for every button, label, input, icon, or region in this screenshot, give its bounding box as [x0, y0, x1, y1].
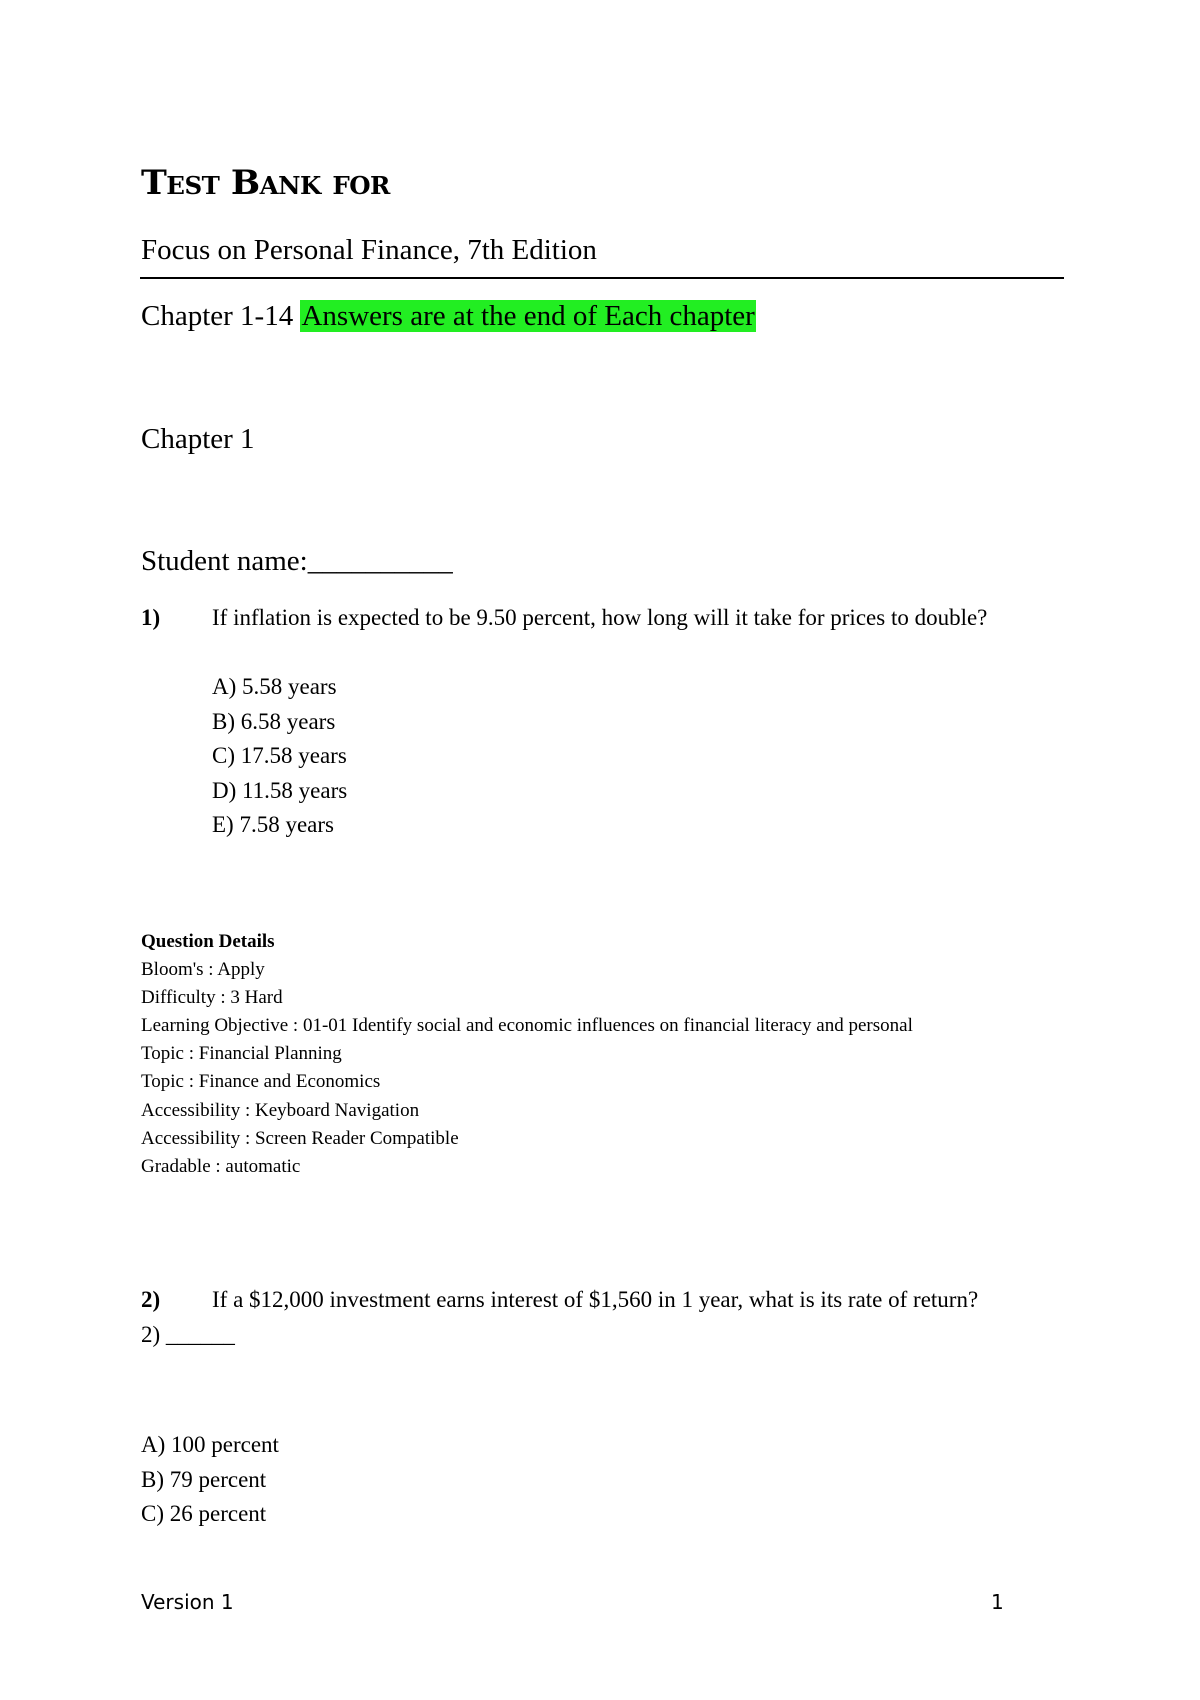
- footer-page-number: 1: [991, 1590, 1004, 1614]
- book-title: Focus on Personal Finance, 7th Edition: [141, 234, 597, 266]
- chapter-heading: Chapter 1: [141, 423, 255, 455]
- question-1-text: If inflation is expected to be 9.50 percent, how long will it take for prices to double?: [212, 605, 988, 630]
- footer-version: Version 1: [141, 1590, 234, 1614]
- detail-gradable: Gradable : automatic: [141, 1156, 301, 1177]
- question-1-option-b: B) 6.58 years: [212, 709, 336, 734]
- title-divider: [140, 277, 1064, 279]
- detail-blooms: Bloom's : Apply: [141, 959, 265, 980]
- question-2-text: If a $12,000 investment earns interest of $1,560 in 1 year, what is its rate of return?: [212, 1287, 979, 1312]
- question-2-answer-blank: 2) ______: [141, 1322, 235, 1347]
- detail-learning-objective: Learning Objective : 01-01 Identify social and economic influences on financial literacy and personal: [141, 1015, 913, 1036]
- detail-difficulty: Difficulty : 3 Hard: [141, 987, 283, 1008]
- question-2-option-c: C) 26 percent: [141, 1501, 267, 1526]
- question-2-option-b: B) 79 percent: [141, 1467, 267, 1492]
- chapter-range-text: Chapter 1-14: [141, 300, 301, 332]
- question-1-option-d: D) 11.58 years: [212, 778, 348, 803]
- question-1-option-c: C) 17.58 years: [212, 743, 347, 768]
- detail-accessibility-2: Accessibility : Screen Reader Compatible: [141, 1128, 459, 1149]
- question-1-option-e: E) 7.58 years: [212, 812, 334, 837]
- question-1-number: 1): [141, 605, 161, 630]
- detail-accessibility-1: Accessibility : Keyboard Navigation: [141, 1100, 420, 1121]
- question-2-option-a: A) 100 percent: [141, 1432, 279, 1457]
- chapter-range-line: [141, 300, 756, 333]
- question-details-heading: Question Details: [141, 931, 275, 952]
- detail-topic-2: Topic : Finance and Economics: [141, 1071, 381, 1092]
- question-1-option-a: A) 5.58 years: [212, 674, 337, 699]
- question-2-number: 2): [141, 1287, 161, 1312]
- page-title: Test Bank for: [141, 163, 390, 203]
- detail-topic-1: Topic : Financial Planning: [141, 1043, 342, 1064]
- student-name-field: Student name:__________: [141, 545, 453, 577]
- highlighted-note: Answers are at the end of Each chapter: [301, 300, 755, 332]
